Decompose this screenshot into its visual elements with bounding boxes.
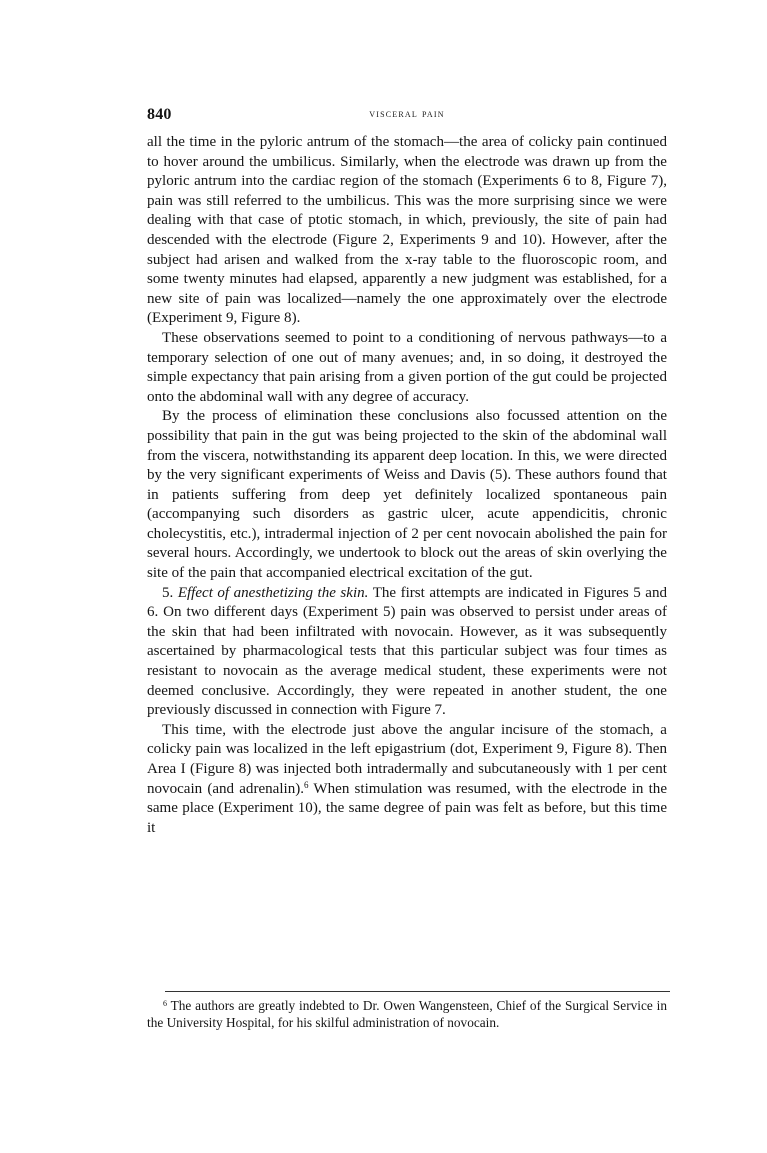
footnote-divider bbox=[165, 991, 670, 992]
paragraph-elimination: By the process of elimination these conclusions also focussed attention on the possibility that pain in the gut was being projected to the skin of the abdominal wall from the viscera, notwithstanding its apparent deep location. In this, we were directed by the very significant experiments of Weiss and Davis (5). These authors found that in patients suffering from deep yet definitely localized spontaneous pain (accompanying such disorders as gastric ulcer, acute appendicitis, chronic cholecystitis, etc.), intradermal injection of 2 per cent novocain abolished the pain for several hours. Accordingly, we undertook to block out the areas of skin overlying the site of the pain that accompanied electrical excitation of the gut. bbox=[147, 408, 667, 582]
running-head bbox=[147, 106, 667, 130]
section-number: 5. bbox=[162, 584, 174, 601]
section-heading: Effect of anesthetizing the skin. bbox=[177, 584, 369, 601]
page-number: 840 bbox=[147, 106, 172, 123]
footnote bbox=[147, 997, 667, 1032]
paragraph-conditioning: These observations seemed to point to a conditioning of nervous pathways—to a temporary selection of one out of many avenues; and, in so doing, it destroyed the simple expectancy that pain arising from a given portion of the gut could be projected onto the abdominal wall with any degree of accuracy. bbox=[147, 329, 667, 405]
footnote-reference: 6 bbox=[304, 779, 309, 790]
paragraph-text-after-mark: When stimulation was resumed, with the electrode in the same place (Experiment 10), the same degree of pain was felt as before, but this time it bbox=[147, 780, 667, 836]
running-title: visceral pain bbox=[369, 108, 445, 120]
paragraph-text-before-mark: This time, with the electrode just above the angular incisure of the stomach, a colicky pain was localized in the left epigastrium (dot, Experiment 9, Figure 8). Then Area I (Figure 8) was injected both intradermally and subcutaneously with 1 per cent novocain (and adrenalin). bbox=[147, 721, 667, 797]
paragraph-continued: all the time in the pyloric antrum of the stomach—the area of colicky pain continued to hover around the umbilicus. Similarly, when the electrode was drawn up from the pyloric antrum into the cardiac region of the stomach (Experiments 6 to 8, Figure 7), pain was still referred to the umbilicus. This was the more surprising since we were dealing with that case of ptotic stomach, in which, previously, the site of pain had descended with the electrode (Figure 2, Experiments 9 and 10). However, after the subject had arisen and walked from the x-ray table to the fluoroscopic room, and some twenty minutes had elapsed, apparently a new judgment was established, for a new site of pain was localized—namely the one approximately over the electrode (Experiment 9, Figure 8). bbox=[147, 134, 667, 327]
footnote-number: 6 bbox=[163, 999, 167, 1008]
footnote-text: The authors are greatly indebted to Dr. Owen Wangensteen, Chief of the Surgical Service in the University Hospital, for his skilful administration of novocain. bbox=[147, 998, 667, 1031]
body-text bbox=[147, 133, 667, 838]
paragraph-this-time bbox=[147, 721, 667, 839]
section-text: The first attempts are indicated in Figures 5 and 6. On two different days (Experiment 5) pain was observed to persist under areas of the skin that had been infiltrated with novocain. However, as it was subsequently ascertained by pharmacological tests that this particular subject was four times as resistant to novocain as the average medical student, these experiments were not deemed conclusive. Accordingly, they were repeated in another student, the one previously discussed in connection with Figure 7. bbox=[147, 584, 667, 719]
section-paragraph bbox=[147, 584, 667, 721]
